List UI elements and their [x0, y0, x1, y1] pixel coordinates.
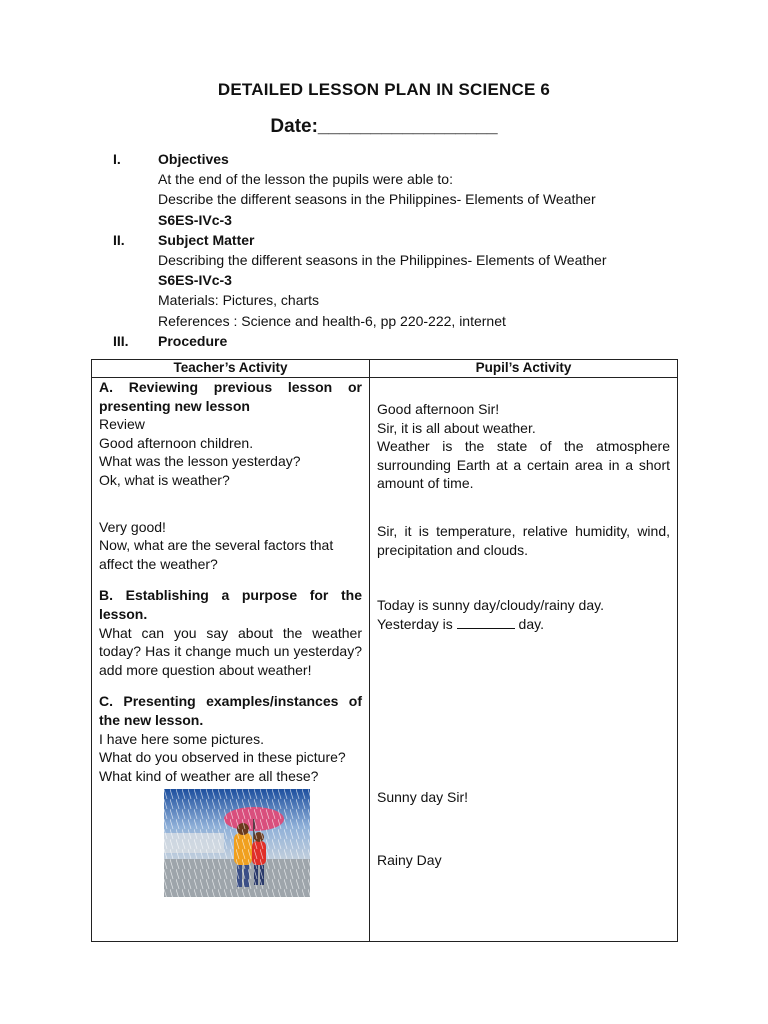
section-subject-matter	[113, 230, 713, 331]
rainy-day-picture	[164, 789, 310, 897]
pupil-line: Sunny day Sir!	[377, 789, 469, 806]
section-number: II.	[113, 231, 125, 248]
table-header-row	[92, 360, 678, 378]
blank-line	[457, 616, 515, 629]
pupil-line: Rainy Day	[377, 851, 442, 868]
column-header-teacher: Teacher’s Activity	[92, 360, 370, 378]
teacher-line: What was the lesson yesterday?	[99, 453, 301, 470]
section-objectives	[113, 149, 713, 230]
materials-text: Materials: Pictures, charts	[158, 292, 320, 309]
section-number: III.	[113, 332, 129, 349]
teacher-line: I have here some pictures.	[99, 730, 264, 747]
teacher-line: Now, what are the several factors that affect the weather?	[99, 537, 334, 572]
table-row	[92, 378, 678, 942]
pupil-line: Sir, it is all about weather.	[377, 419, 536, 436]
pupil-line: Yesterday is day.	[377, 615, 544, 632]
teacher-line: What kind of weather are all these?	[99, 767, 319, 784]
objective-intro: At the end of the lesson the pupils were able to:	[158, 171, 453, 188]
document-title: DETAILED LESSON PLAN IN SCIENCE 6	[217, 80, 551, 99]
section-heading: Objectives	[158, 151, 229, 167]
pupil-activity-cell	[370, 378, 678, 942]
pupil-line: Weather is the state of the atmosphere surrounding Earth at a certain area in a short amount of time.	[377, 438, 670, 492]
teacher-line: Very good!	[99, 518, 166, 535]
date-field: Date:_________________	[270, 116, 498, 137]
teacher-line: Review	[99, 416, 145, 433]
step-a-heading: A. Reviewing previous lesson or presenting new lesson	[99, 379, 362, 414]
step-b-heading: B. Establishing a purpose for the lesson.	[99, 587, 362, 622]
pupil-line: Sir, it is temperature, relative humidity, wind, precipitation and clouds.	[377, 522, 670, 558]
pupil-line: Today is sunny day/cloudy/rainy day.	[377, 597, 604, 614]
column-header-pupil: Pupil’s Activity	[370, 360, 678, 378]
subject-text: Describing the different seasons in the Philippines- Elements of Weather	[158, 252, 607, 269]
procedure-table	[91, 359, 678, 942]
competency-code: S6ES-IVc-3	[158, 272, 232, 289]
references-text: References : Science and health-6, pp 220-222, internet	[158, 312, 506, 329]
teacher-line: Ok, what is weather?	[99, 471, 230, 488]
objective-text: Describe the different seasons in the Philippines- Elements of Weather	[158, 191, 596, 208]
teacher-line: What do you observed in these picture?	[99, 749, 346, 766]
teacher-line: Good afternoon children.	[99, 434, 254, 451]
section-number: I.	[113, 151, 121, 167]
teacher-activity-cell	[92, 378, 370, 942]
section-heading: Subject Matter	[158, 231, 255, 248]
lesson-outline	[113, 149, 713, 351]
competency-code: S6ES-IVc-3	[158, 211, 232, 228]
pupil-line: Good afternoon Sir!	[377, 401, 500, 417]
teacher-line: What can you say about the weather today? Has it change much un yesterday? add more question about weather!	[99, 624, 362, 678]
section-heading: Procedure	[158, 332, 228, 349]
step-c-heading: C. Presenting examples/instances of the new lesson.	[99, 693, 362, 728]
section-procedure	[113, 331, 713, 351]
